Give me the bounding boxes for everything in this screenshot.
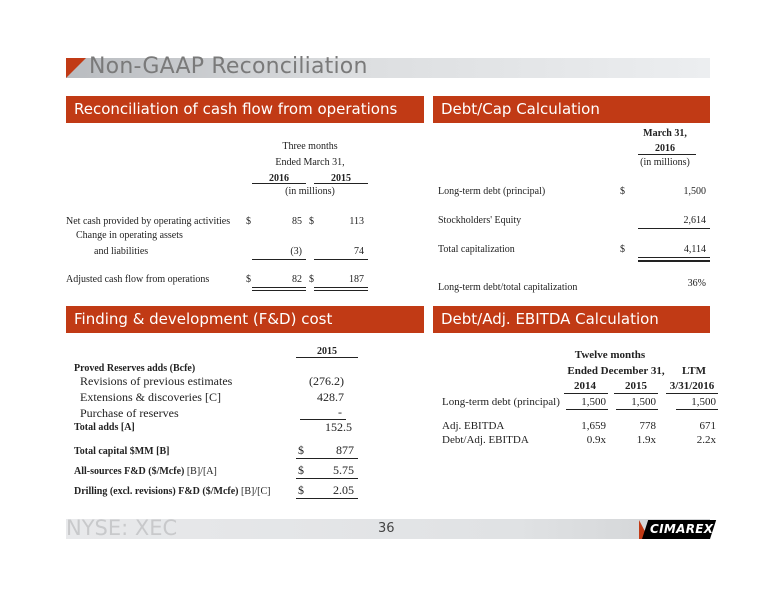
de-header-ltm: LTM [681, 365, 707, 377]
cf-row-value: 82 [292, 274, 302, 285]
fd-capital-rule [296, 458, 358, 459]
fd-proved-label: Proved Reserves adds (Bcfe) [74, 363, 196, 374]
page-number: 36 [378, 521, 395, 536]
cf-row-label: Change in operating assets [76, 230, 183, 241]
fd-all-sources-rule [296, 478, 358, 479]
fd-total-adds-value: 152.5 [325, 420, 352, 434]
title-accent-triangle [66, 58, 86, 78]
dc-row-value: 4,114 [683, 244, 706, 255]
section-header-fd-cost: Finding & development (F&D) cost [66, 306, 424, 333]
dc-row-value: 1,500 [683, 186, 706, 197]
cf-row-value: 113 [349, 216, 364, 227]
de-row-label: Long-term debt (principal) [442, 396, 560, 408]
fd-row-value: - [338, 405, 342, 419]
cf-units: (in millions) [285, 186, 335, 197]
dc-units: (in millions) [640, 157, 690, 168]
fd-drilling-label-text: Drilling (excl. revisions) F&D ($/Mcfe) [74, 486, 239, 497]
cf-col-2016: 2016 [269, 173, 289, 184]
fd-all-sources-label [74, 466, 217, 477]
de-value-underline [616, 409, 658, 410]
cf-col-2015: 2015 [331, 173, 351, 184]
de-row-value: 1,500 [631, 396, 656, 408]
de-row-value: 778 [639, 420, 656, 432]
fd-drilling-ref: [B]/[C] [238, 486, 271, 497]
fd-row-label: Purchase of reserves [80, 406, 179, 420]
cf-total-double-rule [252, 287, 306, 291]
dc-header-march: March 31, [643, 128, 687, 139]
cf-row-label: Adjusted cash flow from operations [66, 274, 210, 285]
dc-row-label: Total capitalization [438, 244, 515, 255]
dc-subtotal-rule [638, 228, 710, 229]
fd-drilling-rule [296, 498, 358, 499]
fd-drilling-value: 2.05 [333, 483, 354, 497]
fd-row-label: Revisions of previous estimates [80, 374, 233, 388]
dc-total-double-rule [638, 257, 710, 262]
dc-row-currency: $ [620, 244, 625, 255]
cf-subtotal-rule [252, 259, 306, 260]
cf-header-ended: Ended March 31, [275, 157, 345, 168]
cf-row-value: 187 [349, 274, 364, 285]
fd-col-year: 2015 [317, 346, 337, 357]
fd-all-sources-ref: [B]/[A] [184, 466, 217, 477]
dc-row-label: Long-term debt/total capitalization [438, 282, 578, 293]
cf-col-2016-rule [252, 183, 306, 184]
de-row-value: 0.9x [586, 434, 606, 446]
page-title: Non-GAAP Reconciliation [89, 54, 368, 79]
cf-row-value: 85 [292, 216, 302, 227]
dc-row-value: 36% [687, 278, 706, 289]
cf-col-2015-rule [314, 183, 368, 184]
de-col-2015: 2015 [625, 380, 647, 392]
de-row-value: 1,500 [581, 396, 606, 408]
cf-row-label: Net cash provided by operating activities [66, 216, 231, 227]
fd-col-year-rule [296, 357, 358, 358]
de-col-ltm-date: 3/31/2016 [669, 380, 715, 392]
de-col-2014: 2014 [574, 380, 596, 392]
de-row-value: 1,500 [691, 396, 716, 408]
fd-total-adds-label: Total adds [A] [74, 422, 135, 433]
fd-row-label: Extensions & discoveries [C] [80, 390, 221, 404]
cf-header-three-months: Three months [282, 141, 338, 152]
fd-all-sources-label-text: All-sources F&D ($/Mcfe) [74, 466, 185, 477]
dc-row-label: Long-term debt (principal) [438, 186, 546, 197]
de-col-rule [614, 393, 658, 394]
cf-subtotal-rule [314, 259, 368, 260]
fd-row-value: (276.2) [309, 374, 344, 388]
section-header-debt-cap: Debt/Cap Calculation [433, 96, 710, 123]
cimarex-logo: CIMAREX [650, 522, 714, 536]
cf-row-value: 74 [354, 246, 364, 257]
de-value-underline [566, 409, 608, 410]
fd-all-sources-value: 5.75 [333, 463, 354, 477]
cf-row-currency: $ [246, 216, 251, 227]
cf-row-value: (3) [290, 246, 302, 257]
de-col-rule [564, 393, 608, 394]
dc-row-currency: $ [620, 186, 625, 197]
dc-header-year: 2016 [655, 143, 675, 154]
de-header-twelve: Twelve months [574, 349, 646, 361]
cf-row-currency: $ [309, 274, 314, 285]
section-header-cash-flow: Reconciliation of cash flow from operations [66, 96, 424, 123]
de-header-ended: Ended December 31, [567, 365, 665, 377]
cf-total-double-rule [314, 287, 368, 291]
cf-row-label-cont: and liabilities [94, 246, 149, 257]
fd-drilling-currency: $ [298, 483, 304, 497]
de-row-value: 1.9x [636, 434, 656, 446]
de-row-value: 1,659 [581, 420, 606, 432]
de-row-value: 2.2x [696, 434, 716, 446]
section-header-debt-ebitda: Debt/Adj. EBITDA Calculation [433, 306, 710, 333]
ticker-label: NYSE: XEC [66, 516, 178, 540]
de-row-label: Debt/Adj. EBITDA [442, 434, 529, 446]
fd-capital-currency: $ [298, 443, 304, 457]
de-row-label: Adj. EBITDA [442, 420, 505, 432]
fd-row-value: 428.7 [317, 390, 344, 404]
de-row-value: 671 [699, 420, 716, 432]
de-col-rule [666, 393, 718, 394]
dc-row-value: 2,614 [683, 215, 706, 226]
cf-row-currency: $ [309, 216, 314, 227]
de-value-underline [676, 409, 718, 410]
fd-all-sources-currency: $ [298, 463, 304, 477]
fd-capital-label: Total capital $MM [B] [74, 446, 170, 457]
fd-drilling-label [74, 486, 270, 497]
fd-capital-value: 877 [336, 443, 354, 457]
dc-header-rule [638, 154, 696, 155]
cf-row-currency: $ [246, 274, 251, 285]
dc-row-label: Stockholders' Equity [438, 215, 522, 226]
